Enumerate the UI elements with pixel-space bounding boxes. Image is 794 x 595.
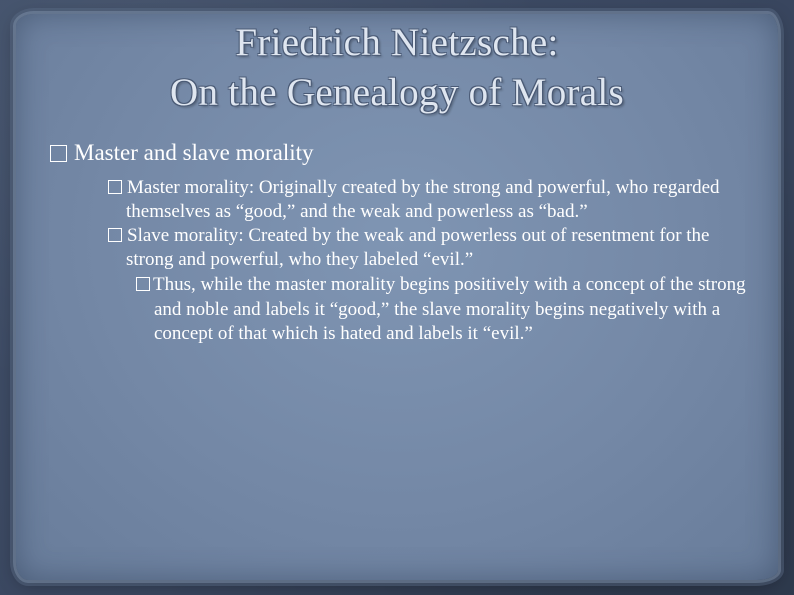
slide-title bbox=[0, 18, 794, 118]
bullet-level1-text: Master and slave morality bbox=[74, 140, 314, 165]
square-bullet-icon bbox=[108, 228, 122, 242]
bullet-level2-text: Master morality: Originally created by the strong and powerful, who regarded themselves as “good,” and the weak and powerless as “bad.” bbox=[126, 177, 720, 222]
bullet-level2-item-slave bbox=[104, 224, 750, 272]
square-bullet-icon bbox=[108, 180, 122, 194]
square-bullet-icon bbox=[50, 145, 67, 162]
square-bullet-icon bbox=[136, 277, 150, 291]
title-line-1: Friedrich Nietzsche: bbox=[235, 21, 559, 64]
bullet-level1-item bbox=[50, 138, 750, 168]
bullet-level2-item-master bbox=[104, 176, 750, 224]
bullet-level3-text: Thus, while the master morality begins positively with a concept of the strong and noble and labels it “good,” the slave morality begins negatively with a concept of that which is hated and labels it “evil.” bbox=[153, 274, 746, 344]
slide-body bbox=[50, 138, 750, 347]
bullet-level2-text: Slave morality: Created by the weak and powerless out of resentment for the strong and powerful, who they labeled “evil.” bbox=[126, 225, 710, 270]
title-line-2: On the Genealogy of Morals bbox=[169, 71, 624, 114]
bullet-level3-item-thus bbox=[136, 273, 750, 347]
